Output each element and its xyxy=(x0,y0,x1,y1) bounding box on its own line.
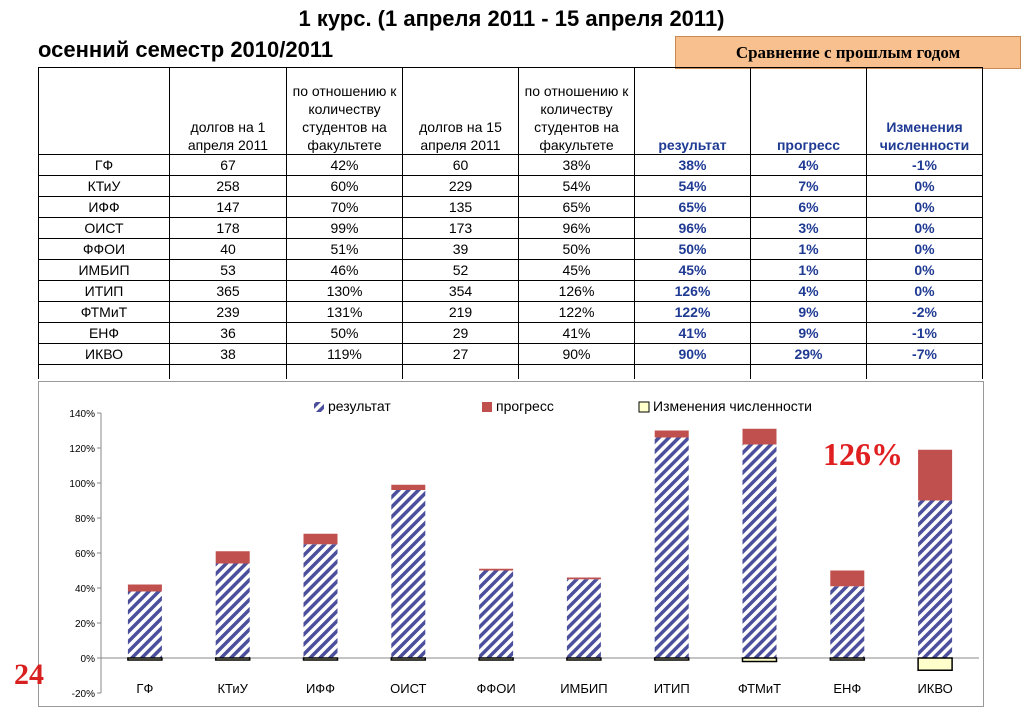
bar-result xyxy=(391,490,425,658)
bar-change xyxy=(304,658,338,660)
bar-progress xyxy=(830,571,864,587)
bar-result xyxy=(918,501,952,659)
table-cell: 27 xyxy=(403,344,519,365)
table-cell: 365 xyxy=(170,281,287,302)
table-cell: ГФ xyxy=(39,155,170,176)
stacked-bar-chart xyxy=(39,382,983,706)
table-row xyxy=(39,281,983,302)
bar-change xyxy=(743,658,777,662)
table-cell: 178 xyxy=(170,218,287,239)
table-cell: 3% xyxy=(751,218,867,239)
table-cell: 38% xyxy=(635,155,751,176)
table-cell: 50% xyxy=(519,239,635,260)
x-tick-label: ИФФ xyxy=(305,681,336,696)
table-cell: -2% xyxy=(867,302,983,323)
bar-result xyxy=(216,564,250,659)
table-cell: 147 xyxy=(170,197,287,218)
table-cell: 126% xyxy=(519,281,635,302)
bar-change xyxy=(830,658,864,660)
table-cell: 51% xyxy=(287,239,403,260)
table-cell: 60 xyxy=(403,155,519,176)
table-row xyxy=(39,260,983,281)
table-cell: 42% xyxy=(287,155,403,176)
x-tick-label: ФФОИ xyxy=(476,681,516,696)
bar-change xyxy=(567,658,601,660)
table-cell: 0% xyxy=(867,239,983,260)
table-cell: 219 xyxy=(403,302,519,323)
table-cell: 6% xyxy=(751,197,867,218)
bar-result xyxy=(830,586,864,658)
table-cell: -1% xyxy=(867,155,983,176)
table-cell: 96% xyxy=(635,218,751,239)
debts-table xyxy=(38,67,983,379)
legend-label: Изменения численности xyxy=(653,398,812,414)
table-row xyxy=(39,197,983,218)
table-cell: 36 xyxy=(170,323,287,344)
y-tick-label: -20% xyxy=(71,689,95,700)
bar-progress xyxy=(655,431,689,438)
bar-progress xyxy=(479,569,513,571)
table-cell: 70% xyxy=(287,197,403,218)
legend-swatch-progress xyxy=(482,402,492,412)
table-cell: ИМБИП xyxy=(39,260,170,281)
bar-progress xyxy=(304,534,338,545)
bar-result xyxy=(128,592,162,659)
table-cell: 90% xyxy=(519,344,635,365)
table-header-0 xyxy=(39,68,170,155)
table-cell: 130% xyxy=(287,281,403,302)
bar-progress xyxy=(918,450,952,501)
table-cell: 41% xyxy=(635,323,751,344)
table-cell: 40 xyxy=(170,239,287,260)
table-cell: 135 xyxy=(403,197,519,218)
table-header-7: Изменения численности xyxy=(867,68,983,155)
y-tick-label: 80% xyxy=(74,514,95,525)
table-cell: 54% xyxy=(635,176,751,197)
table-cell: ИКВО xyxy=(39,344,170,365)
table-cell: 65% xyxy=(519,197,635,218)
table-header-3: долгов на 15 апреля 2011 xyxy=(403,68,519,155)
table-cell: 45% xyxy=(635,260,751,281)
table-cell: 119% xyxy=(287,344,403,365)
table-cell: 46% xyxy=(287,260,403,281)
table-empty-row xyxy=(39,365,983,380)
table-cell: ЕНФ xyxy=(39,323,170,344)
table-cell: 1% xyxy=(751,239,867,260)
x-tick-label: ФТМиТ xyxy=(737,681,782,696)
table-cell: 173 xyxy=(403,218,519,239)
callout-label: 126% xyxy=(823,436,903,472)
table-header-2: по отношению к количеству студентов на факультете xyxy=(287,68,403,155)
table-row xyxy=(39,344,983,365)
table-cell: 122% xyxy=(635,302,751,323)
legend-label: прогресс xyxy=(496,398,554,414)
table-cell: 0% xyxy=(867,281,983,302)
table-cell: 0% xyxy=(867,218,983,239)
table-cell: 0% xyxy=(867,176,983,197)
table-row xyxy=(39,176,983,197)
table-cell: 90% xyxy=(635,344,751,365)
table-cell: 0% xyxy=(867,260,983,281)
table-cell: 4% xyxy=(751,155,867,176)
bar-progress xyxy=(743,429,777,445)
table-cell: 29% xyxy=(751,344,867,365)
table-row xyxy=(39,218,983,239)
legend-swatch-result xyxy=(314,402,324,412)
table-cell: ОИСТ xyxy=(39,218,170,239)
table-cell: 239 xyxy=(170,302,287,323)
table-cell: 0% xyxy=(867,197,983,218)
table-cell: 4% xyxy=(751,281,867,302)
chart-area xyxy=(38,381,984,707)
table-cell: 131% xyxy=(287,302,403,323)
x-tick-label: ОИСТ xyxy=(390,681,427,696)
table-cell: 65% xyxy=(635,197,751,218)
table-cell: 52 xyxy=(403,260,519,281)
table-cell: ИТИП xyxy=(39,281,170,302)
bar-result xyxy=(304,544,338,658)
bar-progress xyxy=(391,485,425,490)
y-tick-label: 140% xyxy=(69,409,95,420)
y-tick-label: 0% xyxy=(80,654,95,665)
bar-change xyxy=(128,658,162,660)
table-header-4: по отношению к количеству студентов на факультете xyxy=(519,68,635,155)
bar-result xyxy=(655,438,689,659)
table-cell: 354 xyxy=(403,281,519,302)
y-tick-label: 20% xyxy=(74,619,95,630)
table-cell: 9% xyxy=(751,323,867,344)
table-cell: КТиУ xyxy=(39,176,170,197)
table-cell: 53 xyxy=(170,260,287,281)
table-cell: 7% xyxy=(751,176,867,197)
legend-label: результат xyxy=(328,398,391,414)
table-cell: 67 xyxy=(170,155,287,176)
y-tick-label: 40% xyxy=(74,584,95,595)
table-row xyxy=(39,302,983,323)
table-cell: 41% xyxy=(519,323,635,344)
table-row xyxy=(39,323,983,344)
x-tick-label: ИТИП xyxy=(653,681,690,696)
table-cell: 45% xyxy=(519,260,635,281)
compare-label-box: Сравнение с прошлым годом xyxy=(675,36,1021,69)
bar-change xyxy=(391,658,425,660)
bar-progress xyxy=(128,585,162,592)
table-cell: ФФОИ xyxy=(39,239,170,260)
table-cell: 38 xyxy=(170,344,287,365)
table-header-6: прогресс xyxy=(751,68,867,155)
table-header-5: результат xyxy=(635,68,751,155)
bar-change xyxy=(479,658,513,660)
y-tick-label: 100% xyxy=(69,479,95,490)
bar-result xyxy=(743,445,777,659)
table-cell: 39 xyxy=(403,239,519,260)
table-cell: ФТМиТ xyxy=(39,302,170,323)
table-row xyxy=(39,239,983,260)
slide-number: 24 xyxy=(14,658,44,691)
y-tick-label: 60% xyxy=(74,549,95,560)
table-header-1: долгов на 1 апреля 2011 xyxy=(170,68,287,155)
bar-progress xyxy=(216,551,250,563)
bar-result xyxy=(479,571,513,659)
x-tick-label: ИМБИП xyxy=(560,681,608,696)
semester-subtitle: осенний семестр 2010/2011 xyxy=(38,37,334,62)
table-cell: ИФФ xyxy=(39,197,170,218)
table-cell: 50% xyxy=(287,323,403,344)
table-cell: 29 xyxy=(403,323,519,344)
y-tick-label: 120% xyxy=(69,444,95,455)
table-cell: 9% xyxy=(751,302,867,323)
bar-result xyxy=(567,579,601,658)
table-cell: 258 xyxy=(170,176,287,197)
table-cell: 229 xyxy=(403,176,519,197)
table-cell: 54% xyxy=(519,176,635,197)
table-cell: -1% xyxy=(867,323,983,344)
x-tick-label: ЕНФ xyxy=(833,681,862,696)
table-cell: 50% xyxy=(635,239,751,260)
legend-swatch-change xyxy=(639,402,649,412)
table-cell: 126% xyxy=(635,281,751,302)
table-cell: 60% xyxy=(287,176,403,197)
bar-change xyxy=(216,658,250,660)
page-title: 1 курс. (1 апреля 2011 - 15 апреля 2011) xyxy=(298,6,725,31)
table-cell: 38% xyxy=(519,155,635,176)
bar-change xyxy=(655,658,689,660)
bar-change xyxy=(918,658,952,670)
x-tick-label: ГФ xyxy=(136,681,154,696)
table-cell: 122% xyxy=(519,302,635,323)
x-tick-label: ИКВО xyxy=(917,681,953,696)
table-row xyxy=(39,155,983,176)
table-cell: 96% xyxy=(519,218,635,239)
table-cell: 99% xyxy=(287,218,403,239)
table-cell: -7% xyxy=(867,344,983,365)
bar-progress xyxy=(567,578,601,580)
table-cell: 1% xyxy=(751,260,867,281)
x-tick-label: КТиУ xyxy=(217,681,248,696)
